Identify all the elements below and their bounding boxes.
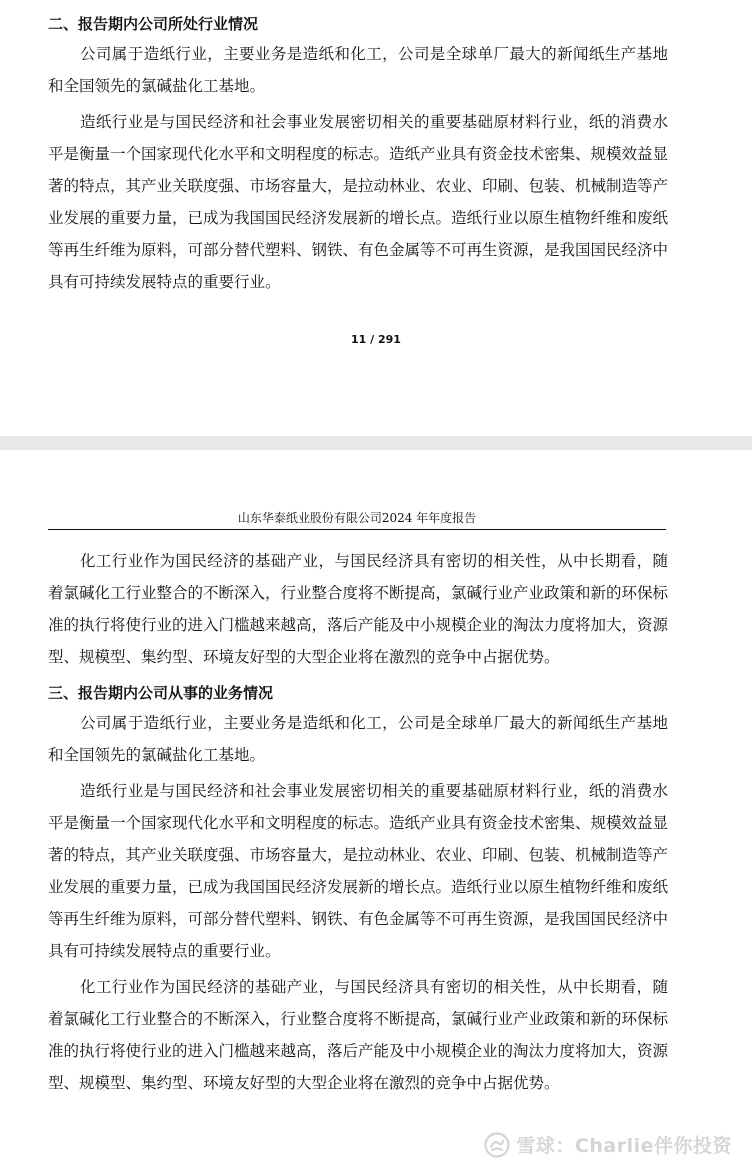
paragraph: 造纸行业是与国民经济和社会事业发展密切相关的重要基础原材料行业，纸的消费水平是衡量一个国家现代化水平和文明程度的标志。造纸产业具有资金技术密集、规模效益显著的特点，其产业关联度强、市场容量大，是拉动林业、农业、印刷、包装、机械制造等产业发展的重要力量，已成为我国国民经济发展新的增长点。造纸行业以原生植物纤维和废纸等再生纤维为原料，可部分替代塑料、钢铁、有色金属等不可再生资源，是我国国民经济中具有可持续发展特点的重要行业。 bbox=[48, 782, 669, 960]
paragraph: 造纸行业是与国民经济和社会事业发展密切相关的重要基础原材料行业，纸的消费水平是衡量一个国家现代化水平和文明程度的标志。造纸产业具有资金技术密集、规模效益显著的特点，其产业关联度强、市场容量大，是拉动林业、农业、印刷、包装、机械制造等产业发展的重要力量，已成为我国国民经济发展新的增长点。造纸行业以原生植物纤维和废纸等再生纤维为原料，可部分替代塑料、钢铁、有色金属等不可再生资源，是我国国民经济中具有可持续发展特点的重要行业。 bbox=[48, 113, 669, 291]
document-page-top bbox=[0, 0, 752, 436]
page-separator bbox=[0, 436, 752, 450]
snowball-logo-icon bbox=[484, 1132, 510, 1158]
watermark-text: 雪球：Charlie伴你投资 bbox=[516, 1135, 732, 1157]
watermark bbox=[484, 1131, 732, 1158]
running-header: 山东华泰纸业股份有限公司2024 年年度报告 bbox=[48, 510, 666, 530]
paragraph: 公司属于造纸行业，主要业务是造纸和化工，公司是全球单厂最大的新闻纸生产基地和全国领先的氯碱盐化工基地。 bbox=[48, 45, 668, 95]
section-heading-business: 三、报告期内公司从事的业务情况 bbox=[48, 684, 274, 702]
document-page-bottom bbox=[0, 450, 752, 1172]
page-number: 11 / 291 bbox=[351, 333, 401, 346]
page-top-content bbox=[48, 14, 668, 298]
paragraph: 公司属于造纸行业，主要业务是造纸和化工，公司是全球单厂最大的新闻纸生产基地和全国领先的氯碱盐化工基地。 bbox=[48, 714, 668, 764]
paragraph: 化工行业作为国民经济的基础产业，与国民经济具有密切的相关性，从中长期看，随着氯碱化工行业整合的不断深入，行业整合度将不断提高，氯碱行业产业政策和新的环保标准的执行将使行业的进入门槛越来越高，落后产能及中小规模企业的淘汰力度将加大，资源型、规模型、集约型、环境友好型的大型企业将在激烈的竞争中占据优势。 bbox=[48, 978, 669, 1092]
paragraph: 化工行业作为国民经济的基础产业，与国民经济具有密切的相关性，从中长期看，随着氯碱化工行业整合的不断深入，行业整合度将不断提高，氯碱行业产业政策和新的环保标准的执行将使行业的进入门槛越来越高，落后产能及中小规模企业的淘汰力度将加大，资源型、规模型、集约型、环境友好型的大型企业将在激烈的竞争中占据优势。 bbox=[48, 552, 669, 666]
section-heading-industry: 二、报告期内公司所处行业情况 bbox=[48, 15, 259, 33]
page-bottom-content bbox=[48, 545, 668, 1099]
